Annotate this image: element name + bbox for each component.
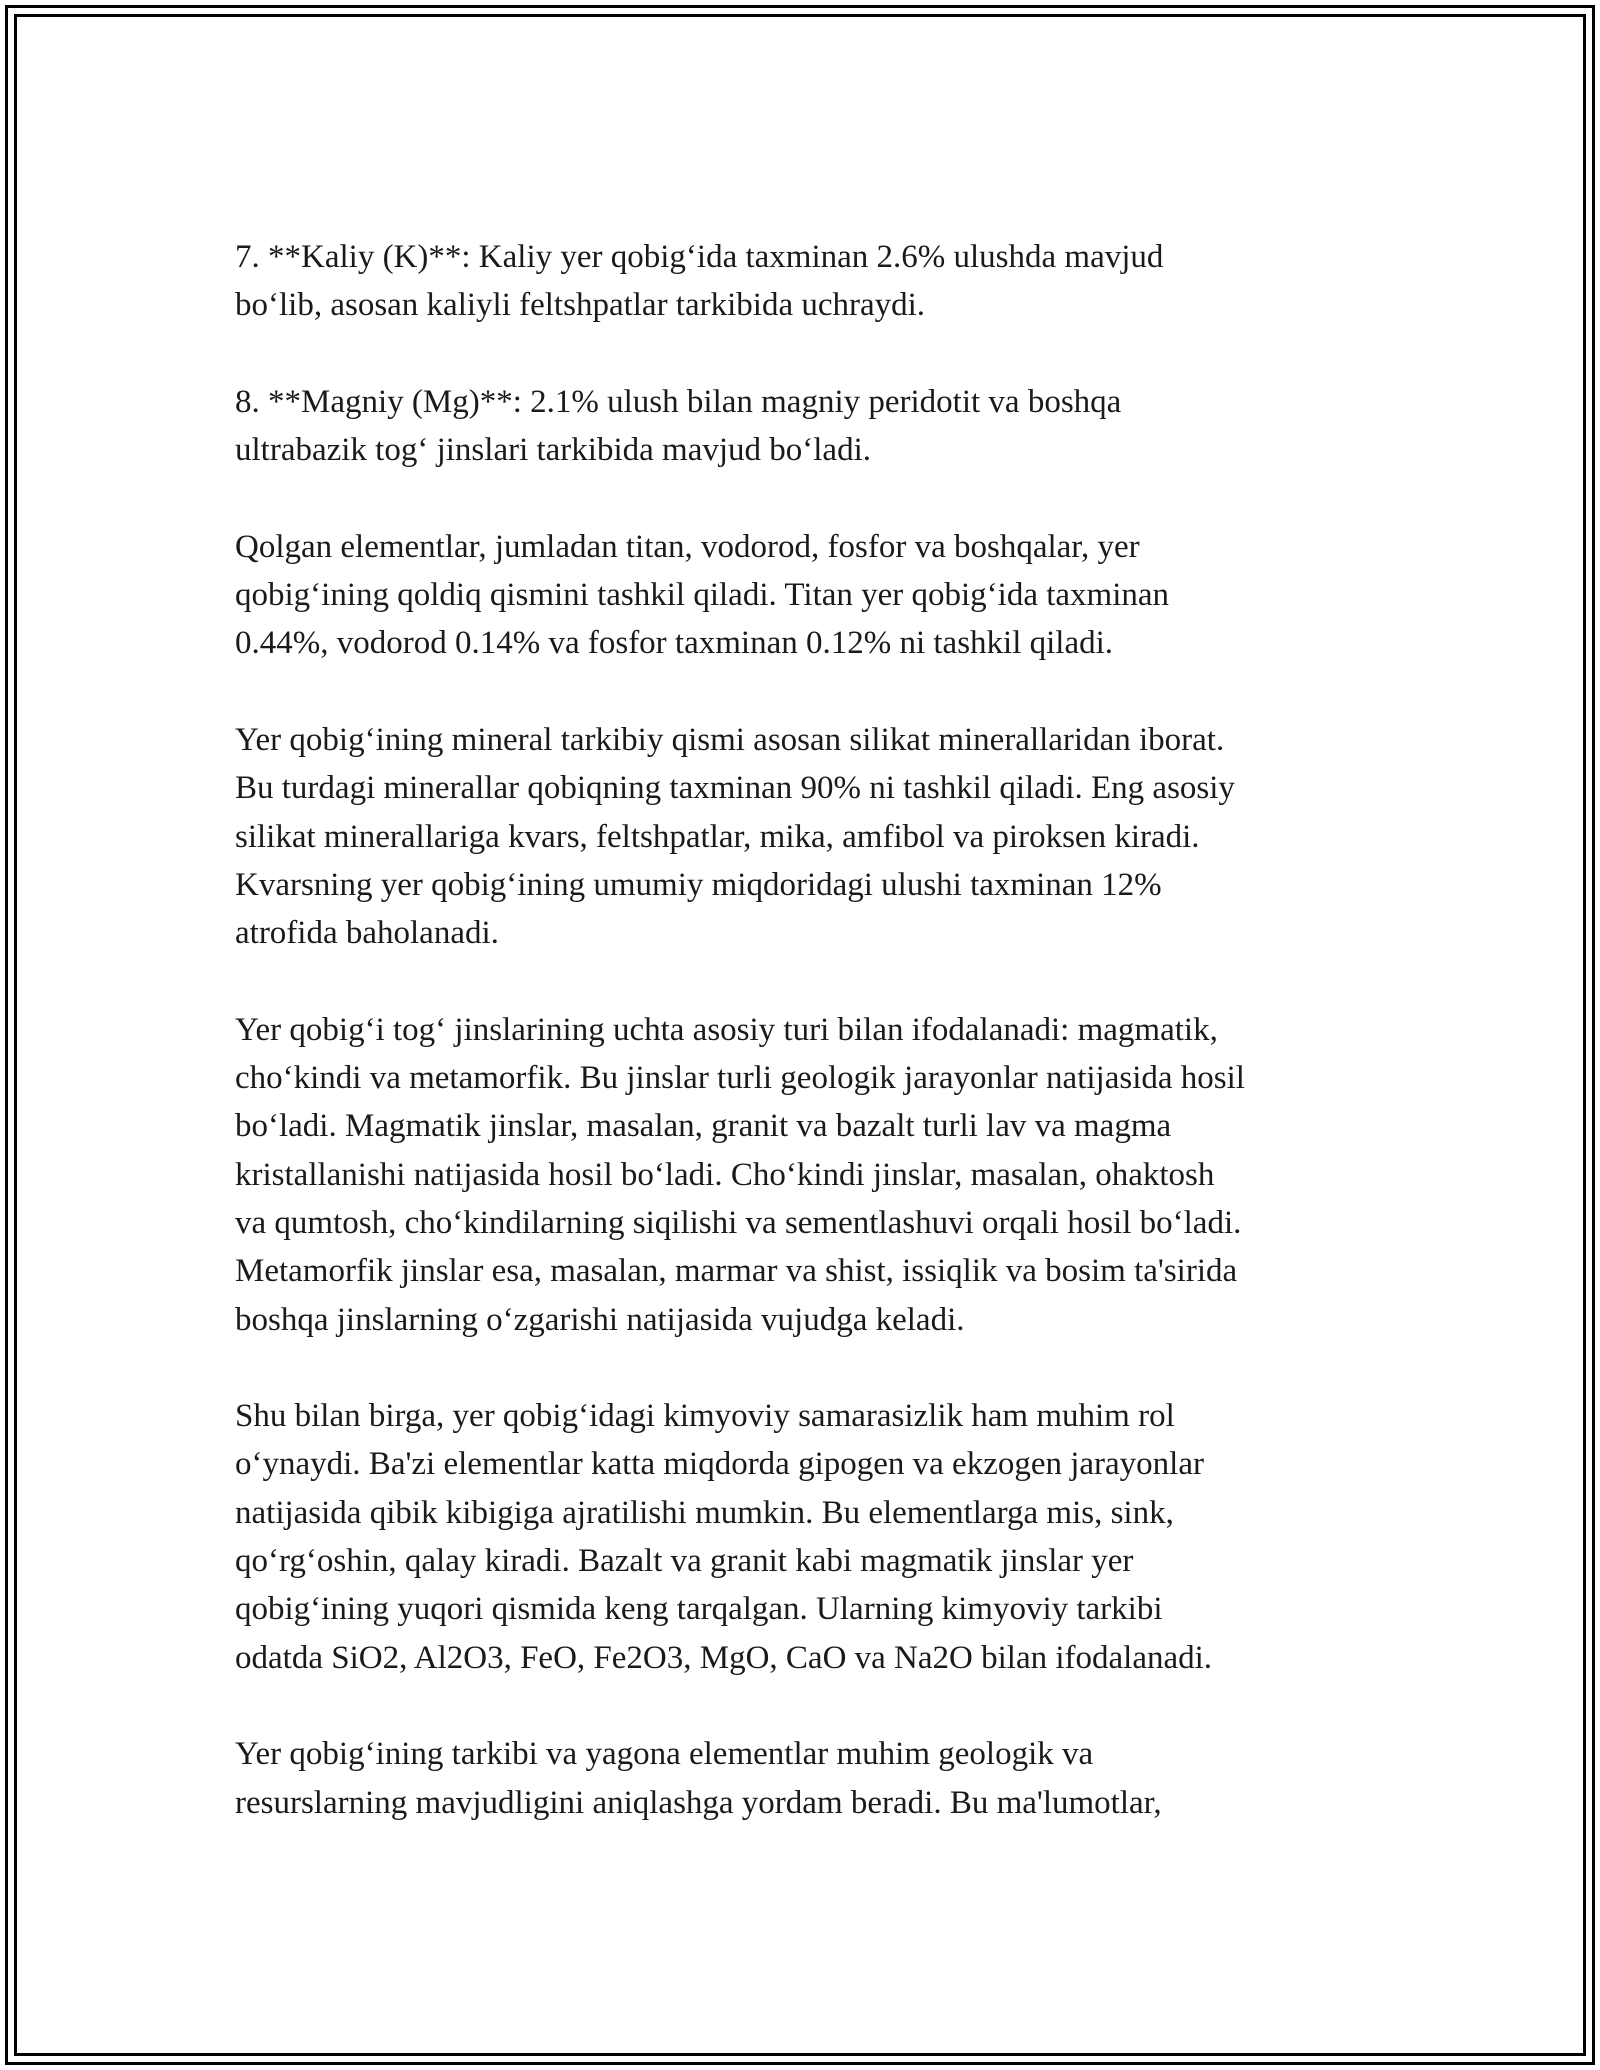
paragraph-remaining-elements [235, 523, 1375, 668]
text-line: kristallanishi natijasida hosil bo‘ladi. Cho‘kindi jinslar, masalan, ohaktosh [235, 1156, 1215, 1193]
text-line: 0.44%, vodorod 0.14% va fosfor taxminan 0.12% ni tashkil qiladi. [235, 625, 1114, 662]
text-line: natijasida qibik kibigiga ajratilishi mumkin. Bu elementlarga mis, sink, [235, 1494, 1174, 1531]
text-line: qobig‘ining yuqori qismida keng tarqalgan. Ularning kimyoviy tarkibi [235, 1591, 1163, 1628]
paragraph-magniy [235, 378, 1375, 475]
text-line: Bu turdagi minerallar qobiqning taxminan 90% ni tashkil qiladi. Eng asosiy [235, 770, 1235, 807]
text-line: atrofida baholanadi. [235, 915, 499, 952]
text-line: bo‘lib, asosan kaliyli feltshpatlar tarkibida uchraydi. [235, 287, 926, 324]
text-line: Yer qobig‘ining tarkibi va yagona elementlar muhim geologik va [235, 1736, 1094, 1773]
text-line: qo‘rg‘oshin, qalay kiradi. Bazalt va granit kabi magmatik jinslar yer [235, 1543, 1134, 1580]
document-body [235, 233, 1375, 1875]
text-line: qobig‘ining qoldiq qismini tashkil qiladi. Titan yer qobig‘ida taxminan [235, 577, 1170, 614]
paragraph-chemical [235, 1392, 1375, 1682]
text-line: o‘ynaydi. Ba'zi elementlar katta miqdorda gipogen va ekzogen jarayonlar [235, 1446, 1204, 1483]
text-line: Metamorfik jinslar esa, masalan, marmar va shist, issiqlik va bosim ta'sirida [235, 1253, 1238, 1290]
text-line: va qumtosh, cho‘kindilarning siqilishi va sementlashuvi orqali hosil bo‘ladi. [235, 1204, 1242, 1241]
text-line: Qolgan elementlar, jumladan titan, vodorod, fosfor va boshqalar, yer [235, 528, 1140, 565]
text-line: Yer qobig‘ining mineral tarkibiy qismi asosan silikat minerallaridan iborat. [235, 721, 1225, 758]
text-line: cho‘kindi va metamorfik. Bu jinslar turli geologik jarayonlar natijasida hosil [235, 1060, 1245, 1097]
text-line: Shu bilan birga, yer qobig‘idagi kimyoviy samarasizlik ham muhim rol [235, 1398, 1175, 1435]
text-line: Yer qobig‘i tog‘ jinslarining uchta asosiy turi bilan ifodalanadi: magmatik, [235, 1011, 1218, 1048]
text-line: Kvarsning yer qobig‘ining umumiy miqdoridagi ulushi taxminan 12% [235, 866, 1162, 903]
paragraph-mineral-composition [235, 716, 1375, 957]
paragraph-rock-types [235, 1006, 1375, 1344]
text-line: boshqa jinslarning o‘zgarishi natijasida vujudga keladi. [235, 1301, 965, 1338]
paragraph-kaliy [235, 233, 1375, 330]
text-line: 8. **Magniy (Mg)**: 2.1% ulush bilan magniy peridotit va boshqa [235, 383, 1122, 420]
text-line: resurslarning mavjudligini aniqlashga yordam beradi. Bu ma'lumotlar, [235, 1784, 1162, 1821]
paragraph-conclusion [235, 1730, 1375, 1827]
text-line: ultrabazik tog‘ jinslari tarkibida mavjud bo‘ladi. [235, 432, 871, 469]
text-line: silikat minerallariga kvars, feltshpatlar, mika, amfibol va piroksen kiradi. [235, 818, 1200, 855]
text-line: odatda SiO2, Al2O3, FeO, Fe2O3, MgO, CaO va Na2O bilan ifodalanadi. [235, 1639, 1213, 1676]
text-line: 7. **Kaliy (K)**: Kaliy yer qobig‘ida taxminan 2.6% ulushda mavjud [235, 239, 1164, 275]
text-line: bo‘ladi. Magmatik jinslar, masalan, granit va bazalt turli lav va magma [235, 1108, 1172, 1145]
